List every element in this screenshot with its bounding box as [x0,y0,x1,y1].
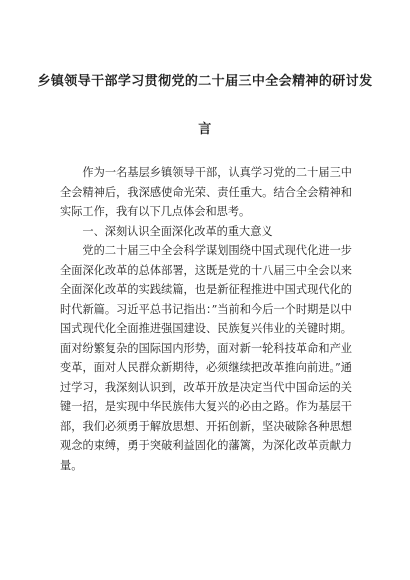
document-body [60,163,352,475]
intro-paragraph: 作为一名基层乡镇领导干部，认真学习党的二十届三中全会精神后，我深感使命光荣、责任重大。结合全会精神和实际工作，我有以下几点体会和思考。 [60,166,352,218]
document-title: 乡镇领导干部学习贯彻党的二十届三中全会精神的研讨发 [37,74,373,89]
document-title-continuation: 言 [198,122,212,137]
section-paragraph: 党的二十届三中全会科学谋划围绕中国式现代化进一步全面深化改革的总体部署，这既是党的十八届三中全会以来全面深化改革的实践续篇，也是新征程推进中国式现代化的时代新篇。习近平总书记指出：”当前和今后一个时期是以中国式现代化全面推进强国建设、民族复兴伟业的关键时期。面对纷繁复杂的国际国内形势，面对新一轮科技革命和产业变革，面对人民群众新期待，必须继续把改革推向前进。”通过学习，我深刻认识到，改革开放是决定当代中国命运的关键一招，是实现中华民族伟大复兴的必由之路。作为基层干部，我们必须勇于解放思想、开拓创新，坚决破除各种思想观念的束缚，勇于突破利益固化的藩篱，为深化改革贡献力量。 [60,244,352,472]
section-heading: 一、深刻认识全面深化改革的重大意义 [82,224,273,238]
